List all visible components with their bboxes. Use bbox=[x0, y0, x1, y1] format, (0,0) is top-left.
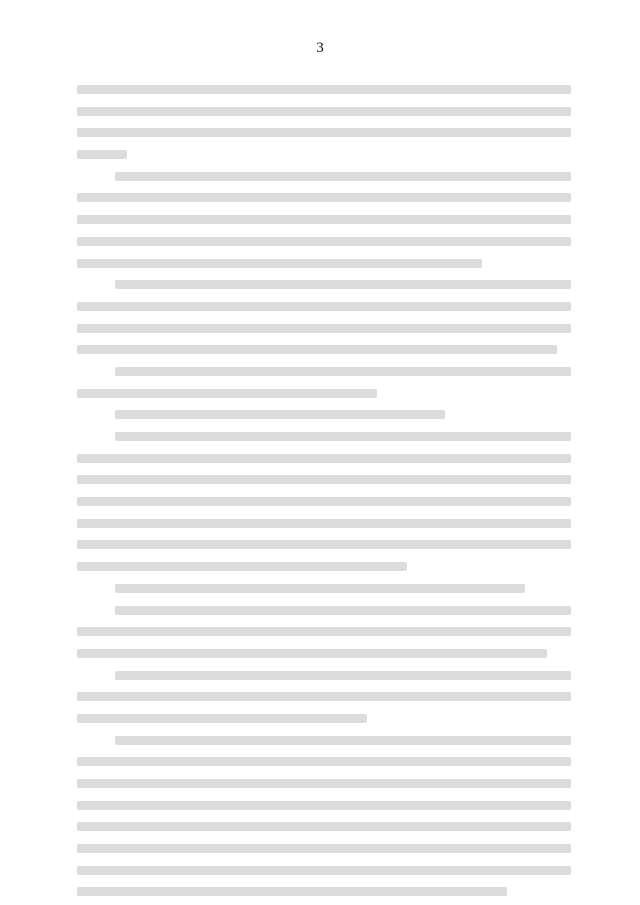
text-placeholder bbox=[115, 367, 571, 376]
text-line bbox=[77, 730, 571, 752]
text-placeholder bbox=[77, 844, 571, 853]
text-placeholder bbox=[77, 237, 571, 246]
text-line bbox=[77, 404, 571, 426]
text-line bbox=[77, 860, 571, 882]
text-line bbox=[77, 231, 571, 253]
text-placeholder bbox=[115, 410, 445, 419]
text-placeholder bbox=[77, 627, 571, 636]
text-line bbox=[77, 448, 571, 470]
text-line bbox=[77, 491, 571, 513]
text-placeholder bbox=[77, 757, 571, 766]
document-body bbox=[77, 79, 571, 903]
text-line bbox=[77, 144, 571, 166]
text-placeholder bbox=[77, 85, 571, 94]
text-line bbox=[77, 534, 571, 556]
text-line bbox=[77, 773, 571, 795]
text-line bbox=[77, 816, 571, 838]
text-line bbox=[77, 686, 571, 708]
text-line bbox=[77, 469, 571, 491]
text-placeholder bbox=[115, 584, 525, 593]
text-line bbox=[77, 621, 571, 643]
text-line bbox=[77, 339, 571, 361]
text-line bbox=[77, 122, 571, 144]
text-placeholder bbox=[77, 475, 571, 484]
text-placeholder bbox=[77, 540, 571, 549]
text-placeholder bbox=[77, 107, 571, 116]
text-line bbox=[77, 187, 571, 209]
text-placeholder bbox=[77, 454, 571, 463]
text-placeholder bbox=[77, 215, 571, 224]
text-line bbox=[77, 426, 571, 448]
text-line bbox=[77, 881, 571, 903]
text-placeholder bbox=[115, 172, 571, 181]
text-placeholder bbox=[77, 519, 571, 528]
text-line bbox=[77, 578, 571, 600]
text-placeholder bbox=[77, 801, 571, 810]
text-placeholder bbox=[77, 714, 367, 723]
text-line bbox=[77, 513, 571, 535]
text-line bbox=[77, 708, 571, 730]
text-line bbox=[77, 101, 571, 123]
text-placeholder bbox=[77, 887, 507, 896]
text-line bbox=[77, 838, 571, 860]
text-line bbox=[77, 296, 571, 318]
text-placeholder bbox=[77, 128, 571, 137]
text-line bbox=[77, 600, 571, 622]
text-placeholder bbox=[77, 649, 547, 658]
text-line bbox=[77, 79, 571, 101]
text-placeholder bbox=[77, 193, 571, 202]
text-placeholder bbox=[77, 389, 377, 398]
text-line bbox=[77, 751, 571, 773]
text-placeholder bbox=[77, 779, 571, 788]
text-placeholder bbox=[115, 280, 571, 289]
text-placeholder bbox=[77, 822, 571, 831]
page-number: 3 bbox=[316, 40, 324, 56]
text-placeholder bbox=[115, 606, 571, 615]
text-placeholder bbox=[115, 736, 571, 745]
text-placeholder bbox=[77, 692, 571, 701]
text-line bbox=[77, 253, 571, 275]
text-line bbox=[77, 318, 571, 340]
text-line bbox=[77, 556, 571, 578]
text-placeholder bbox=[77, 302, 571, 311]
text-placeholder bbox=[77, 259, 482, 268]
text-placeholder bbox=[77, 866, 571, 875]
text-placeholder bbox=[77, 562, 407, 571]
text-line bbox=[77, 643, 571, 665]
text-placeholder bbox=[115, 432, 571, 441]
text-line bbox=[77, 166, 571, 188]
text-line bbox=[77, 361, 571, 383]
text-placeholder bbox=[115, 671, 571, 680]
text-line bbox=[77, 383, 571, 405]
text-line bbox=[77, 795, 571, 817]
text-line bbox=[77, 209, 571, 231]
text-placeholder bbox=[77, 150, 127, 159]
text-placeholder bbox=[77, 324, 571, 333]
text-placeholder bbox=[77, 345, 557, 354]
text-placeholder bbox=[77, 497, 571, 506]
text-line bbox=[77, 274, 571, 296]
text-line bbox=[77, 665, 571, 687]
